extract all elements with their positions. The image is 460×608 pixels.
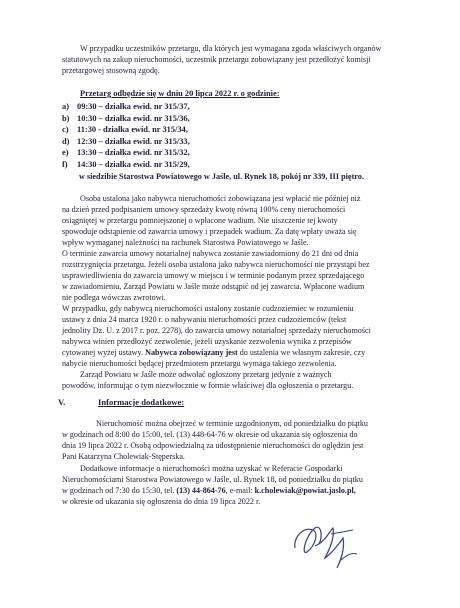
schedule-item [62, 124, 188, 135]
para6-line-3-pre: w godzinach od 7:30 do 15:30, tel. [62, 486, 177, 495]
para1-line-4: spowoduje odstąpienie od zawarcia umowy i przepadek wadium. Za datę wpłaty uważa się [62, 227, 357, 236]
para3-line-5-bold: Nabywca zobowiązany jest [145, 348, 238, 357]
para6-email: k.cholewiak@powiat.jaslo.pl, [254, 486, 356, 495]
para2-line-1: O terminie zawarcia umowy notarialnej nabywca zostanie zawiadomiony do 21 dni od dnia [62, 249, 359, 258]
schedule-item-label: c) [62, 125, 69, 134]
para3-line-6: nabycie nieruchomości będącej przedmiotem przetargu wymaga takiego zezwolenia. [62, 359, 337, 368]
intro-line-2: statutowych na zakup nieruchomości, uczestnik przetargu zobowiązany jest przedłożyć komisji [62, 55, 371, 64]
para6-line-3-mid: , e-mail: [225, 486, 255, 495]
para6-line-2: Nieruchomościami Starostwa Powiatowego w Jaśle, ul. Rynek 18, od poniedziałku do piątku [62, 475, 363, 484]
schedule-item-text: 10:30 – działka ewid. nr 315/36, [77, 113, 190, 123]
para2-line-3: usprawiedliwienia do zawarcia umowy w miejscu i w terminie podanym przez sprzedającego [62, 271, 365, 280]
schedule-item-text: 11:30 - działka ewid. nr 315/34, [77, 125, 188, 134]
para1-line-1: Osoba ustalona jako nabywca nieruchomości zobowiązana jest wpłacić nie później niż [80, 194, 361, 203]
signature-image [285, 508, 365, 578]
para6-phone: (13) 44-864-76 [176, 486, 226, 495]
para1-line-2: na dzień przed podpisaniem umowy sprzedaży kwotę równą 100% ceny nieruchomości [62, 205, 346, 214]
intro-line-1: W przypadku uczestników przetargu, dla których jest wymagana zgoda właściwych organów [80, 44, 382, 53]
schedule-item [62, 159, 190, 170]
para5-line-4: Pani Katarzyna Cholewiak-Stęperska. [62, 452, 185, 461]
para1-line-3: osiągniętej w przetargu pomniejszonej o wpłacone wadium. Nie uiszczenie tej kwoty [62, 216, 338, 225]
section-title: Informacje dodatkowe: [98, 397, 185, 407]
intro-line-3: przetargowej stosowną zgodę. [62, 66, 160, 75]
schedule-item-label: a) [62, 102, 69, 111]
para6-line-4: w okresie od ukazania się ogłoszenia do dnia 19 lipca 2022 r. [62, 497, 261, 506]
para3-line-3: jednolity Dz. U. z 2017 r. poz. 2278), do zawarcia umowy notarialnej sprzedaży nieruchomości [62, 326, 371, 335]
para2-line-2: rozstrzygnięcia przetargu. Jeżeli osoba ustalona jako nabywca nieruchomości nie przystąpi bez [62, 260, 370, 269]
para2-line-5: nie podlega wówczas zwrotowi. [62, 293, 166, 302]
schedule-heading: Przetarg odbędzie się w dniu 20 lipca 2022 r. o godzinie: [80, 89, 280, 98]
schedule-item [62, 101, 190, 112]
schedule-item-text: 14:30 – działka ewid. nr 315/29, [77, 159, 190, 169]
para5-line-1: Nieruchomość można obejrzeć w terminie uzgodnionym, od poniedziałku do piątku [96, 419, 368, 428]
para4-line-1: Zarząd Powiatu w Jaśle może odwołać ogłoszony przetarg jedynie z ważnych [80, 370, 332, 379]
para4-line-2: powodów, informując o tym niezwłocznie w formie właściwej dla ogłoszenia o przetargu. [62, 381, 354, 390]
para2-line-4: w zawiadomieniu, Zarząd Powiatu w Jaśle może odstąpić od jej zawarcia. Wpłacone wadium [62, 282, 365, 291]
section-number: V. [58, 397, 66, 407]
schedule-item-label: e) [62, 148, 69, 157]
para1-line-5: wpływ wymaganej należności na rachunek Starostwa Powiatowego w Jaśle. [62, 238, 309, 247]
schedule-item-text: 12:30 – działka ewid. nr 315/33, [77, 136, 190, 146]
para3-line-1: W przypadku, gdy nabywcą nieruchomości ustalony zostanie cudzoziemiec w rozumieniu [62, 304, 354, 313]
para3-line-4: nabywca winien przedłożyć zezwolenie, jeżeli uzyskanie zezwolenia wynika z przepisów [62, 337, 352, 346]
para3-line-5-pre: cytowanej wyżej ustawy. [62, 348, 146, 357]
para5-line-2: w godzinach od 8:00 do 15:00, tel. (13) 448-64-76 w okresie od ukazania się ogłoszenia do [62, 430, 358, 439]
schedule-item-text: 13:30 – działka ewid. nr 315/32, [77, 148, 190, 157]
schedule-item-label: b) [62, 113, 70, 123]
para3-line-2: ustawy z dnia 24 marca 1920 r. o nabywaniu nieruchomości przez cudzoziemców (tekst [62, 315, 347, 324]
schedule-item-label: d) [62, 136, 70, 146]
schedule-item [62, 136, 190, 147]
para3-line-5 [62, 348, 365, 358]
para6-line-3 [62, 486, 356, 496]
para3-line-5-post: do ustalenia we własnym zakresie, czy [237, 348, 366, 357]
schedule-item [62, 147, 190, 158]
para5-line-3: dnia 19 lipca 2022 r. Osobą odpowiedzialną za udostępnienie nieruchomości do oględzin jest [62, 441, 364, 450]
schedule-item-label: f) [62, 159, 68, 169]
schedule-item-text: 09:30 – działka ewid. nr 315/37, [77, 102, 190, 111]
para6-line-1: Dodatkowe informacje o nieruchomości można uzyskać w Referacie Gospodarki [80, 464, 343, 473]
schedule-item [62, 113, 190, 124]
schedule-location: w siedzibie Starostwa Powiatowego w Jaśle, ul. Rynek 18, pokój nr 339, III piętro. [79, 172, 364, 181]
